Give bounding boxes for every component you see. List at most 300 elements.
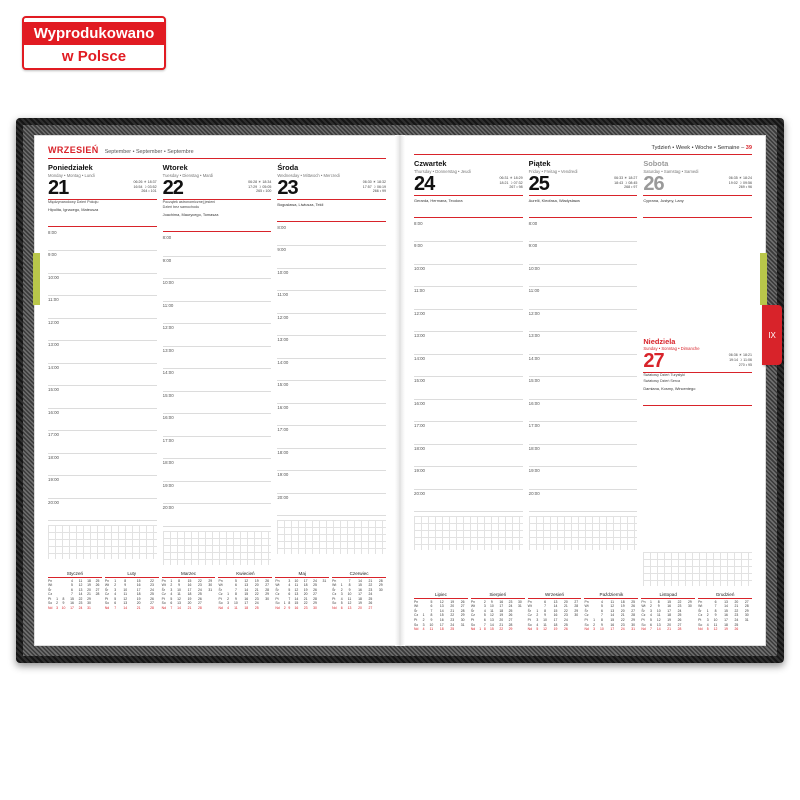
mini-cal-cell[interactable]: 31	[460, 622, 465, 627]
mini-cal-cell[interactable]: 23	[563, 613, 568, 618]
mini-cal-cell[interactable]: 27	[197, 601, 202, 606]
mini-cal-cell[interactable]: 27	[265, 583, 269, 588]
mini-cal-cell[interactable]: 9	[544, 613, 546, 618]
mini-cal-cell[interactable]: 24	[677, 608, 682, 613]
hour-row[interactable]	[529, 220, 638, 243]
mini-cal-cell[interactable]: 11	[429, 627, 434, 632]
mini-cal-cell[interactable]: 8	[483, 627, 486, 632]
mini-cal-cell[interactable]: 5	[288, 587, 291, 592]
mini-cal-cell[interactable]: 20	[563, 599, 568, 604]
mini-cal-cell[interactable]: 23	[734, 613, 739, 618]
mini-cal-cell[interactable]: 3	[706, 618, 709, 623]
mini-cal-cell[interactable]: 4	[114, 592, 117, 597]
mini-cal-cell[interactable]: 20	[358, 606, 362, 611]
mini-cal-cell[interactable]: 20	[136, 601, 141, 606]
mini-cal-cell[interactable]: 14	[553, 604, 558, 609]
mini-cal-cell[interactable]: 21	[563, 604, 568, 609]
mini-cal-cell[interactable]: 10	[429, 622, 434, 627]
mini-cal-cell[interactable]	[262, 606, 272, 611]
hour-row[interactable]	[414, 310, 523, 333]
mini-cal-cell[interactable]: 9	[348, 587, 351, 592]
mini-cal-cell[interactable]: 24	[734, 618, 739, 623]
hour-row[interactable]	[414, 377, 523, 400]
mini-cal-cell[interactable]: 5	[340, 601, 343, 606]
mini-cal-cell[interactable]: 4	[288, 583, 291, 588]
mini-cal-cell[interactable]: 4	[340, 596, 343, 601]
mini-cal-cell[interactable]: 26	[563, 627, 568, 632]
mini-cal-cell[interactable]: 12	[78, 583, 83, 588]
mini-cal-cell[interactable]: 8	[430, 613, 433, 618]
mini-cal-cell[interactable]: 4	[706, 622, 709, 627]
mini-cal-cell[interactable]: 10	[600, 627, 604, 632]
hour-row[interactable]	[277, 291, 386, 314]
mini-cal-cell[interactable]: 10	[543, 618, 547, 623]
mini-cal-cell[interactable]: 22	[150, 578, 154, 583]
mini-cal-cell[interactable]: 1	[649, 599, 652, 604]
mini-cal-cell[interactable]: 17	[70, 606, 74, 611]
mini-cal-cell[interactable]: 28	[744, 604, 749, 609]
hour-row[interactable]	[277, 359, 386, 382]
mini-cal-cell[interactable]: 14	[244, 587, 249, 592]
mini-cal-cell[interactable]: 25	[631, 599, 635, 604]
mini-cal-cell[interactable]: 29	[313, 601, 317, 606]
mini-cal-cell[interactable]: 1	[340, 583, 343, 588]
mini-cal-cell[interactable]: 31	[744, 618, 749, 623]
mini-cal-cell[interactable]: 2	[227, 596, 230, 601]
mini-cal-cell[interactable]: 17	[187, 587, 192, 592]
mini-cal-cell[interactable]: 11	[347, 596, 352, 601]
mini-cal-cell[interactable]: 12	[439, 599, 444, 604]
mini-cal-cell[interactable]: 3	[288, 578, 291, 583]
hour-row[interactable]	[414, 422, 523, 445]
hour-row[interactable]	[163, 279, 272, 302]
mini-cal-cell[interactable]	[205, 606, 215, 611]
mini-cal-cell[interactable]: 16	[610, 622, 615, 627]
mini-cal-cell[interactable]: 12	[123, 596, 128, 601]
hour-row[interactable]	[529, 445, 638, 468]
mini-cal-cell[interactable]: 5	[71, 583, 73, 588]
mini-cal-cell[interactable]: 28	[631, 613, 635, 618]
mini-cal-cell[interactable]: 16	[358, 587, 362, 592]
mini-cal-cell[interactable]: 14	[439, 608, 444, 613]
mini-cal-cell[interactable]: 18	[136, 592, 141, 597]
mini-cal-cell[interactable]: 9	[288, 606, 291, 611]
mini-cal-cell[interactable]: 1	[422, 613, 425, 618]
mini-cal-cell[interactable]: 25	[450, 627, 455, 632]
mini-cal-cell[interactable]: 18	[499, 608, 504, 613]
mini-cal-cell[interactable]: 20	[450, 604, 455, 609]
mini-cal-cell[interactable]: 11	[610, 599, 615, 604]
mini-cal-cell[interactable]: 22	[677, 599, 682, 604]
mini-cal-cell[interactable]: 17	[303, 578, 308, 583]
hour-row[interactable]	[163, 234, 272, 257]
mini-cal-cell[interactable]: 21	[450, 608, 455, 613]
mini-cal-cell[interactable]: 8	[288, 601, 291, 606]
mini-cal-cell[interactable]: 8	[124, 578, 127, 583]
hour-row[interactable]	[48, 431, 157, 454]
mini-cal-cell[interactable]: 3	[649, 608, 652, 613]
mini-cal-cell[interactable]: 19	[499, 613, 504, 618]
mini-cal-cell[interactable]: 14	[724, 604, 728, 609]
mini-cal-cell[interactable]	[742, 627, 752, 632]
mini-cal-cell[interactable]: 26	[313, 587, 317, 592]
mini-cal-cell[interactable]: 6	[430, 604, 433, 609]
mini-cal-cell[interactable]: 10	[347, 592, 352, 597]
mini-cal-cell[interactable]: 6	[600, 608, 603, 613]
mini-cal-cell[interactable]: 5	[114, 596, 117, 601]
mini-cal-cell[interactable]: 1	[227, 592, 230, 597]
mini-cal-cell[interactable]: 18	[553, 622, 558, 627]
mini-cal-cell[interactable]: 9	[490, 599, 493, 604]
mini-cal-cell[interactable]: 22	[620, 618, 625, 623]
mini-cal-cell[interactable]	[685, 627, 695, 632]
mini-cal-cell[interactable]: 8	[600, 618, 603, 623]
mini-cal-cell[interactable]: 30	[378, 587, 383, 592]
mini-cal-cell[interactable]: 29	[378, 583, 383, 588]
mini-cal-cell[interactable]: 8	[714, 608, 717, 613]
mini-cal-cell[interactable]: 25	[368, 596, 373, 601]
mini-cal-cell[interactable]: 24	[78, 606, 83, 611]
mini-cal-cell[interactable]: 15	[439, 613, 444, 618]
mini-cal-cell[interactable]: 30	[265, 596, 269, 601]
mini-cal-cell[interactable]: 23	[450, 618, 455, 623]
mini-cal-cell[interactable]: 2	[114, 583, 117, 588]
mini-cal-cell[interactable]: 12	[347, 601, 352, 606]
mini-cal-cell[interactable]: 20	[87, 587, 91, 592]
hour-row[interactable]	[163, 459, 272, 482]
mini-cal-cell[interactable]: 29	[744, 608, 749, 613]
mini-cal-cell[interactable]: 16	[499, 599, 504, 604]
mini-cal-cell[interactable]: 1	[114, 578, 117, 583]
mini-cal-cell[interactable]: 3	[340, 592, 343, 597]
mini-cal-cell[interactable]: 20	[187, 601, 192, 606]
mini-cal-cell[interactable]: 10	[61, 606, 66, 611]
hour-row[interactable]	[277, 224, 386, 247]
mini-cal-cell[interactable]: 4	[170, 592, 173, 597]
mini-cal-cell[interactable]: 23	[368, 587, 373, 592]
mini-cal-cell[interactable]: 21	[87, 592, 91, 597]
mini-cal-cell[interactable]: 15	[667, 599, 672, 604]
mini-cal-cell[interactable]: 10	[234, 601, 238, 606]
hour-row[interactable]	[48, 274, 157, 297]
mini-cal-cell[interactable]: 26	[368, 601, 373, 606]
hour-row[interactable]	[529, 355, 638, 378]
hour-row[interactable]	[277, 494, 386, 517]
mini-cal-cell[interactable]: 26	[460, 599, 465, 604]
mini-cal-cell[interactable]: 27	[95, 587, 100, 592]
mini-cal-cell[interactable]: 23	[620, 622, 625, 627]
mini-cal-cell[interactable]: 27	[677, 622, 682, 627]
mini-cal-cell[interactable]: 5	[430, 599, 433, 604]
mini-cal-cell[interactable]: 25	[254, 606, 259, 611]
hour-row[interactable]	[529, 332, 638, 355]
mini-cal-cell[interactable]: 19	[553, 627, 558, 632]
hour-row[interactable]	[414, 265, 523, 288]
mini-cal-cell[interactable]: 2	[422, 618, 425, 623]
mini-cal-cell[interactable]: 23	[254, 596, 259, 601]
mini-cal-cell[interactable]: 3	[483, 604, 486, 609]
notes-grid[interactable]	[48, 525, 157, 559]
mini-cal-cell[interactable]: 24	[450, 622, 455, 627]
mini-cal-cell[interactable]: 2	[340, 587, 343, 592]
mini-cal-cell[interactable]: 23	[303, 606, 308, 611]
mini-cal-cell[interactable]: 3	[536, 618, 539, 623]
mini-cal-cell[interactable]: 11	[123, 592, 127, 597]
mini-cal-cell[interactable]: 22	[563, 608, 568, 613]
mini-cal-cell[interactable]: 12	[713, 627, 718, 632]
mini-cal-cell[interactable]: 2	[706, 613, 709, 618]
mini-cal-cell[interactable]: 16	[667, 604, 672, 609]
hour-row[interactable]	[163, 414, 272, 437]
mini-cal-cell[interactable]: 3	[56, 606, 59, 611]
mini-cal-cell[interactable]: 18	[724, 622, 728, 627]
mini-cal-cell[interactable]: 15	[489, 627, 494, 632]
mini-cal-cell[interactable]: 7	[288, 596, 291, 601]
hour-row[interactable]	[163, 369, 272, 392]
mini-cal-cell[interactable]: 26	[631, 604, 635, 609]
mini-cal-cell[interactable]: 15	[70, 596, 74, 601]
mini-cal-cell[interactable]: 14	[489, 622, 494, 627]
hour-row[interactable]	[414, 242, 523, 265]
mini-cal-cell[interactable]: 4	[536, 622, 539, 627]
mini-cal-cell[interactable]: 27	[368, 606, 373, 611]
mini-cal-cell[interactable]: 17	[499, 604, 504, 609]
mini-cal-cell[interactable]: 16	[187, 583, 192, 588]
hour-row[interactable]	[414, 332, 523, 355]
mini-cal-cell[interactable]: 24	[254, 601, 259, 606]
mini-cal-cell[interactable]: 14	[123, 606, 128, 611]
hour-row[interactable]	[48, 296, 157, 319]
mini-cal-cell[interactable]: 2	[593, 622, 596, 627]
mini-cal-cell[interactable]: 14	[177, 606, 181, 611]
mini-cal-cell[interactable]: 11	[543, 622, 547, 627]
mini-cal-cell[interactable]: 27	[460, 604, 465, 609]
mini-cal-cell[interactable]: 26	[197, 596, 202, 601]
mini-cal-cell[interactable]: 4	[422, 627, 425, 632]
mini-cal-cell[interactable]: 13	[294, 592, 299, 597]
mini-cal-cell[interactable]: 16	[553, 613, 558, 618]
mini-cal-cell[interactable]: 3	[170, 587, 173, 592]
mini-cal-cell[interactable]: 5	[483, 613, 486, 618]
mini-cal-cell[interactable]: 2	[536, 613, 539, 618]
mini-cal-cell[interactable]: 12	[244, 578, 249, 583]
mini-cal-cell[interactable]: 10	[123, 587, 128, 592]
mini-cal-cell[interactable]: 30	[460, 618, 465, 623]
mini-cal-cell[interactable]: 5	[600, 604, 603, 609]
mini-cal-cell[interactable]: 9	[234, 596, 237, 601]
hour-row[interactable]	[529, 310, 638, 333]
hour-row[interactable]	[414, 220, 523, 243]
hour-row[interactable]	[277, 404, 386, 427]
mini-cal-cell[interactable]: 9	[657, 604, 660, 609]
mini-cal-cell[interactable]: 15	[187, 578, 192, 583]
mini-cal-cell[interactable]: 16	[70, 601, 74, 606]
mini-cal-cell[interactable]: 2	[283, 606, 286, 611]
mini-cal-cell[interactable]: 27	[744, 599, 749, 604]
mini-cal-cell[interactable]: 19	[724, 627, 728, 632]
hour-row[interactable]	[529, 242, 638, 265]
mini-cal-cell[interactable]: 15	[724, 608, 728, 613]
hour-row[interactable]	[163, 504, 272, 527]
mini-cal-cell[interactable]: 30	[744, 613, 749, 618]
mini-cal-cell[interactable]: 7	[430, 608, 433, 613]
mini-cal-cell[interactable]	[457, 627, 467, 632]
mini-cal-cell[interactable]: 27	[508, 618, 513, 623]
mini-cal-cell[interactable]: 15	[136, 578, 141, 583]
mini-cal-cell[interactable]: 22	[254, 592, 259, 597]
hour-row[interactable]	[529, 422, 638, 445]
mini-cal-cell[interactable]: 22	[499, 627, 504, 632]
mini-cal-cell[interactable]: 7	[114, 606, 117, 611]
mini-cal-cell[interactable]: 8	[544, 608, 546, 613]
hour-row[interactable]	[529, 467, 638, 490]
mini-cal-cell[interactable]: 2	[56, 601, 59, 606]
mini-cal-cell[interactable]: 27	[150, 601, 154, 606]
mini-cal-cell[interactable]: 28	[508, 622, 513, 627]
mini-cal-cell[interactable]	[320, 606, 329, 611]
mini-cal-cell[interactable]: 14	[610, 613, 615, 618]
mini-cal-cell[interactable]: 22	[303, 601, 308, 606]
mini-cal-cell[interactable]: 12	[489, 613, 494, 618]
mini-cal-cell[interactable]: 29	[508, 627, 513, 632]
hour-row[interactable]	[48, 341, 157, 364]
hour-row[interactable]	[163, 257, 272, 280]
mini-cal-cell[interactable]: 8	[657, 599, 660, 604]
mini-cal-cell[interactable]: 20	[667, 622, 672, 627]
mini-cal-cell[interactable]: 23	[508, 599, 513, 604]
mini-cal-cell[interactable]: 26	[265, 578, 269, 583]
mini-cal-cell[interactable]: 17	[667, 608, 672, 613]
mini-cal-cell[interactable]: 24	[620, 627, 625, 632]
mini-cal-cell[interactable]: 2	[649, 604, 652, 609]
mini-cal-cell[interactable]: 30	[688, 604, 692, 609]
mini-cal-cell[interactable]: 22	[450, 613, 455, 618]
mini-cal-cell[interactable]: 13	[244, 583, 249, 588]
mini-cal-cell[interactable]: 5	[706, 627, 709, 632]
mini-cal-cell[interactable]: 30	[631, 622, 635, 627]
mini-cal-cell[interactable]: 21	[254, 587, 259, 592]
mini-cal-cell[interactable]: 23	[197, 583, 202, 588]
mini-cal-cell[interactable]: 22	[78, 596, 83, 601]
mini-cal-cell[interactable]: 1	[170, 578, 173, 583]
mini-cal-cell[interactable]: 13	[489, 618, 494, 623]
mini-cal-cell[interactable]: 25	[734, 622, 739, 627]
mini-cal-cell[interactable]: 21	[187, 606, 192, 611]
mini-cal-cell[interactable]: 6	[71, 587, 73, 592]
mini-cal-cell[interactable]: 21	[499, 622, 504, 627]
mini-cal-cell[interactable]: 5	[170, 596, 173, 601]
hour-row[interactable]	[277, 269, 386, 292]
mini-cal-cell[interactable]: 21	[620, 613, 625, 618]
mini-cal-cell[interactable]: 28	[677, 627, 682, 632]
mini-cal-cell[interactable]: 26	[677, 618, 682, 623]
mini-cal-cell[interactable]: 17	[724, 618, 728, 623]
mini-cal-cell[interactable]: 6	[114, 601, 117, 606]
mini-cal-cell[interactable]: 5	[234, 578, 237, 583]
mini-cal-cell[interactable]: 27	[574, 599, 579, 604]
mini-cal-cell[interactable]: 19	[303, 587, 308, 592]
mini-cal-cell[interactable]: 3	[593, 627, 596, 632]
mini-cal-cell[interactable]: 29	[87, 596, 91, 601]
mini-cal-cell[interactable]: 28	[574, 604, 579, 609]
mini-cal-cell[interactable]: 24	[150, 587, 154, 592]
mini-cal-cell[interactable]: 9	[124, 583, 127, 588]
mini-cal-cell[interactable]: 15	[553, 608, 558, 613]
mini-cal-cell[interactable]: 9	[430, 618, 433, 623]
mini-cal-cell[interactable]: 10	[656, 608, 661, 613]
hour-row[interactable]	[163, 437, 272, 460]
hour-row[interactable]	[277, 426, 386, 449]
mini-cal-cell[interactable]: 7	[234, 587, 237, 592]
hour-row[interactable]	[529, 490, 638, 513]
mini-cal-cell[interactable]: 10	[177, 587, 181, 592]
mini-cal-cell[interactable]: 30	[208, 583, 213, 588]
mini-cal-cell[interactable]: 30	[87, 601, 91, 606]
mini-cal-cell[interactable]: 21	[368, 578, 373, 583]
mini-cal-cell[interactable]: 13	[177, 601, 181, 606]
mini-cal-cell[interactable]: 19	[358, 601, 362, 606]
mini-cal-cell[interactable]: 7	[348, 578, 351, 583]
mini-cal-cell[interactable]	[93, 606, 102, 611]
mini-cal-cell[interactable]: 8	[234, 592, 237, 597]
mini-cal-cell[interactable]: 13	[123, 601, 128, 606]
hour-row[interactable]	[48, 454, 157, 477]
mini-cal-cell[interactable]: 9	[178, 583, 180, 588]
mini-cal-cell[interactable]: 28	[378, 578, 383, 583]
mini-cal-cell[interactable]: 18	[244, 606, 249, 611]
mini-cal-cell[interactable]: 10	[294, 578, 299, 583]
mini-cal-cell[interactable]: 18	[620, 599, 625, 604]
mini-cal-cell[interactable]: 19	[667, 618, 672, 623]
mini-cal-cell[interactable]: 19	[87, 583, 91, 588]
hour-row[interactable]	[414, 355, 523, 378]
mini-cal-cell[interactable]: 22	[734, 608, 739, 613]
mini-cal-cell[interactable]: 20	[499, 618, 504, 623]
mini-cal-cell[interactable]: 3	[114, 587, 117, 592]
mini-cal-cell[interactable]: 31	[631, 627, 635, 632]
mini-cal-cell[interactable]: 29	[265, 592, 269, 597]
mini-cal-cell[interactable]: 18	[187, 592, 192, 597]
mini-cal-cell[interactable]: 14	[78, 592, 83, 597]
hour-row[interactable]	[277, 449, 386, 472]
hour-row[interactable]	[414, 445, 523, 468]
mini-cal-cell[interactable]: 4	[71, 578, 73, 583]
mini-cal-cell[interactable]: 26	[508, 613, 513, 618]
mini-cal-cell[interactable]: 13	[610, 608, 615, 613]
mini-cal-cell[interactable]: 15	[358, 583, 362, 588]
mini-cal-cell[interactable]: 7	[71, 592, 73, 597]
hour-row[interactable]	[48, 409, 157, 432]
mini-cal-cell[interactable]: 9	[62, 601, 65, 606]
mini-cal-cell[interactable]: 17	[610, 627, 615, 632]
mini-cal-cell[interactable]: 6	[288, 592, 291, 597]
mini-cal-cell[interactable]: 12	[177, 596, 181, 601]
mini-cal-cell[interactable]: 9	[714, 613, 717, 618]
mini-cal-cell[interactable]: 1	[706, 608, 709, 613]
hour-row[interactable]	[414, 490, 523, 513]
hour-row[interactable]	[48, 499, 157, 522]
mini-cal-cell[interactable]: 1	[283, 601, 286, 606]
hour-row[interactable]	[277, 381, 386, 404]
mini-cal-cell[interactable]: 11	[177, 592, 181, 597]
mini-cal-cell[interactable]: 29	[460, 613, 465, 618]
mini-cal-cell[interactable]: 11	[490, 608, 494, 613]
mini-cal-cell[interactable]: 16	[136, 583, 141, 588]
mini-cal-cell[interactable]: 14	[656, 627, 661, 632]
mini-cal-cell[interactable]: 25	[563, 622, 568, 627]
mini-cal-cell[interactable]: 26	[150, 596, 154, 601]
mini-cal-cell[interactable]: 13	[553, 599, 558, 604]
